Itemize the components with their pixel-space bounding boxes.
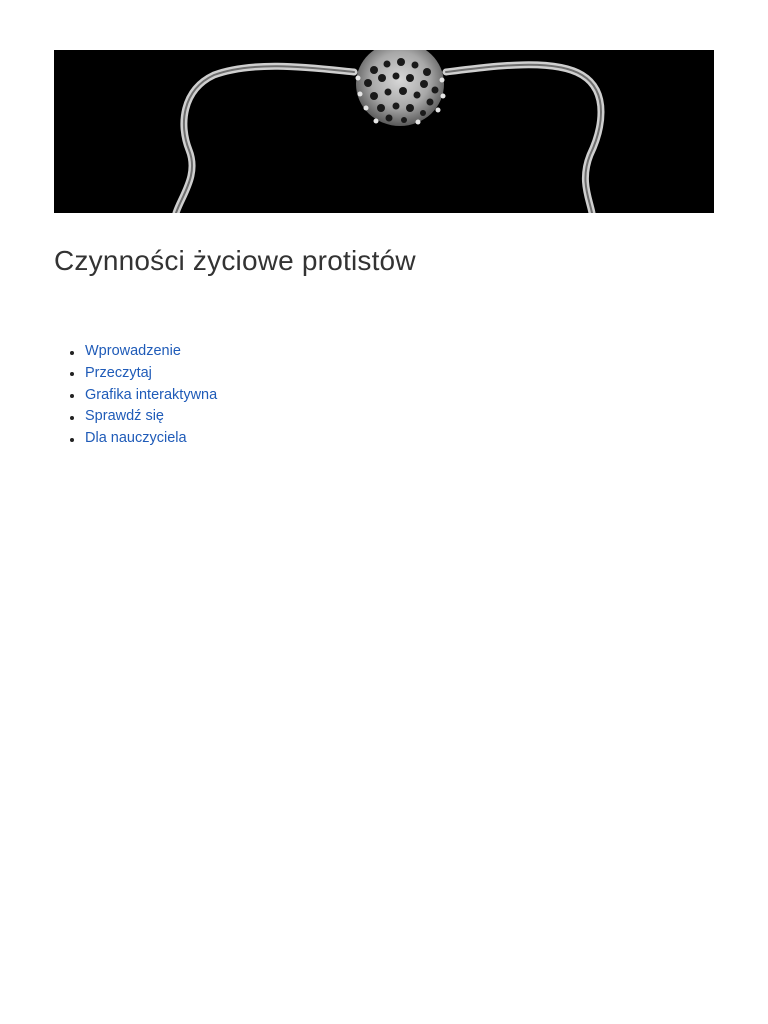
toc-item-wprowadzenie [85,341,217,363]
bullet-icon [70,438,74,442]
toc-link-dla-nauczyciela[interactable]: Dla nauczyciela [85,430,187,447]
page-title: Czynności życiowe protistów [54,245,416,276]
toc-item-grafika-interaktywna [85,385,217,407]
protist-illustration [54,50,714,213]
toc-link-grafika-interaktywna[interactable]: Grafika interaktywna [85,386,218,403]
toc-link-wprowadzenie[interactable]: Wprowadzenie [85,343,181,359]
bullet-icon [70,351,74,355]
toc-item-sprawdz-sie [85,406,217,428]
banner-image [54,50,714,213]
bullet-icon [70,394,74,398]
bullet-icon [70,372,74,376]
toc-link-sprawdz-sie[interactable]: Sprawdź się [85,408,164,425]
toc-item-dla-nauczyciela [85,428,217,450]
bullet-icon [70,416,74,420]
table-of-contents [54,341,217,450]
toc-item-przeczytaj [85,363,217,385]
toc-link-przeczytaj[interactable]: Przeczytaj [85,364,152,381]
